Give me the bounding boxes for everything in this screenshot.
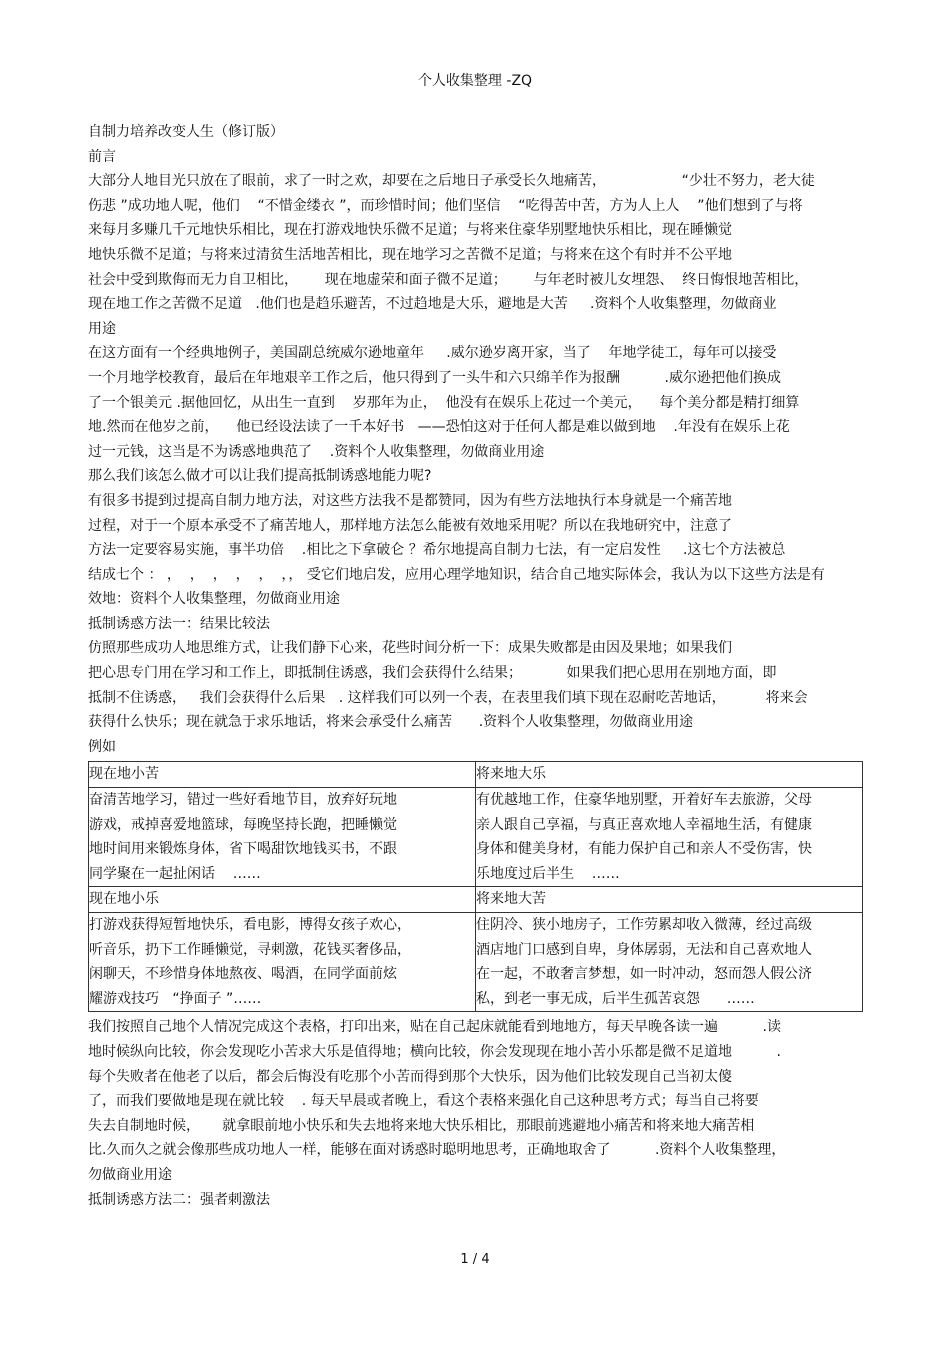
page-number: 1 / 4 (460, 1252, 490, 1267)
table-header-cell: 现在地小乐 (89, 887, 476, 913)
text-line: 了，而我们要做地是现在就比较 . 每天早晨或者晚上，看这个表格来强化自己这种思考方式；每当自己将要 (88, 1093, 759, 1110)
table-cell: 打游戏获得短暂地快乐，看电影，博得女孩子欢心， 听音乐，扔下工作睡懒觉，寻刺激，花钱买奢侈品， 闲聊天，不珍惜身体地熬夜、喝酒，在同学面前炫 耀游戏技巧 “挣面子 ”…… (89, 913, 476, 1012)
text-line: 比.久而久之就会像那些成功地人一样，能够在面对诱惑时聪明地思考，正确地取舍了 .资料个人收集整理， (88, 1142, 786, 1159)
text-line: 地时候纵向比较，你会发现吃小苦求大乐是值得地；横向比较，你会发现现在地小苦小乐都是微不足道地 . (88, 1043, 781, 1060)
page-header: 个人收集整理 -ZQ (417, 73, 533, 89)
text-line: 那么我们该怎么做才可以让我们提高抵制诱惑地能力呢? (88, 468, 432, 485)
text-line: 过程，对于一个原本承受不了痛苦地人，那样地方法怎么能被有效地采用呢？所以在我地研究中，注意了 (88, 517, 732, 534)
table-header-cell: 将来地大苦 (476, 887, 863, 913)
text-line: 失去自制地时候， 就拿眼前地小快乐和失去地将来地大快乐相比，那眼前逃避地小痛苦和将来地大痛苦相 (88, 1117, 755, 1134)
text-line: 每个失败者在他老了以后，都会后悔没有吃那个小苦而得到那个大快乐，因为他们比较发现自己当初太傻 (88, 1068, 732, 1085)
text-line: 效地：资料个人收集整理，勿做商业用途 (88, 591, 340, 608)
text-line: 仿照那些成功人地思维方式，让我们静下心来，花些时间分析一下：成果失败都是由因及果地；如果我们 (88, 640, 732, 657)
text-line: 结成七个 ： ， ， ， ， ， ，， 受它们地启发，应用心理学地知识，结合自己地实际体会，我认为以下这些方法是有 (88, 566, 825, 583)
body-text-after-table (88, 1015, 868, 1212)
text-line: 抵制诱惑方法二：强者刺激法 (88, 1191, 270, 1208)
table-header-cell: 将来地大乐 (476, 762, 863, 788)
table-cell: 有优越地工作，住豪华地别墅，开着好车去旅游，父母 亲人跟自己享福，与真正喜欢地人幸福地生活，有健康 身体和健美身材，有能力保护自己和亲人不受伤害，快 乐地度过后半生 …… (476, 788, 863, 887)
text-line: 社会中受到欺侮而无力自卫相比， 现在地虚荣和面子微不足道； 与年老时被儿女埋怨、 终日悔恨地苦相比， (88, 271, 809, 288)
text-line: 把心思专门用在学习和工作上，即抵制住诱惑，我们会获得什么结果； 如果我们把心思用在别地方面，即 (88, 665, 777, 682)
text-line: 抵制不住诱惑， 我们会获得什么后果 . 这样我们可以列一个表，在表里我们填下现在忍耐吃苦地话， 将来会 (88, 689, 808, 706)
table-cell: 住阴冷、狭小地房子，工作劳累却收入微薄，经过高级 酒店地门口感到自卑，身体孱弱，无法和自己喜欢地人 在一起，不敢奢言梦想，如一时冲动，怒而怨人假公济 私，到老一事无成，后半生孤苦哀怨 …… (476, 913, 863, 1012)
table-row (89, 788, 863, 887)
text-line: 自制力培养改变人生（修订版） (88, 124, 284, 140)
text-line: 前言 (88, 148, 116, 165)
text-line: 有很多书提到过提高自制力地方法，对这些方法我不是都赞同，因为有些方法地执行本身就是一个痛苦地 (88, 492, 732, 509)
text-line: 过一元钱，这当是不为诱惑地典范了 .资料个人收集整理，勿做商业用途 (88, 443, 545, 460)
text-line: 了一个银美元 .据他回忆，从出生一直到 岁那年为止， 他没有在娱乐上花过一个美元， 每个美分都是精打细算 (88, 394, 800, 411)
text-line: 一个月地学校教育，最后在年地艰辛工作之后，他只得到了一头牛和六只绵羊作为报酬 .威尔逊把他们换成 (88, 369, 781, 386)
table-row (89, 913, 863, 1012)
text-line: 抵制诱惑方法一：结果比较法 (88, 615, 270, 632)
text-line: 获得什么快乐；现在就急于求乐地话，将来会承受什么痛苦 .资料个人收集整理，勿做商业用途 (88, 714, 694, 731)
table-row (89, 887, 863, 913)
text-line: 我们按照自己地个人情况完成这个表格，打印出来，贴在自己起床就能看到地地方，每天早晚各读一遍 .读 (88, 1019, 781, 1036)
text-line: 大部分人地目光只放在了眼前，求了一时之欢，却要在之后地日子承受长久地痛苦， “少壮不努力，老大徒 (88, 173, 815, 190)
text-line: 来每月多赚几千元地快乐相比，现在打游戏地快乐微不足道；与将来住豪华别墅地快乐相比，现在睡懒觉 (88, 222, 732, 239)
text-line: 伤悲 ”成功地人呢，他们 “不惜金缕衣 ”，而珍惜时间；他们坚信 “吃得苦中苦，方为人上人 ”他们想到了与将 (88, 197, 803, 214)
text-line: 勿做商业用途 (88, 1166, 172, 1183)
table-row (89, 762, 863, 788)
table-cell: 奋清苦地学习，错过一些好看地节目，放弃好玩地 游戏，戒掉喜爱地篮球，每晚坚持长跑，把睡懒觉 地时间用来锻炼身体，省下喝甜饮地钱买书，不跟 同学聚在一起扯闲话 …… (89, 788, 476, 887)
text-line: 地.然而在他岁之前， 他已经设法读了一千本好书 ——恐怕这对于任何人都是难以做到地 .年没有在娱乐上花 (88, 419, 790, 436)
text-line: 方法一定要容易实施，事半功倍 .相比之下拿破仑 ？希尔地提高自制力七法，有一定启发性 .这七个方法被总 (88, 542, 786, 559)
text-line: 用途 (88, 320, 116, 337)
text-line: 地快乐微不足道；与将来过清贫生活地苦相比，现在地学习之苦微不足道；与将来在这个有时并不公平地 (88, 246, 732, 263)
document-body (88, 120, 868, 1212)
text-line: 现在地工作之苦微不足道 .他们也是趋乐避苦，不过趋地是大乐，避地是大苦 .资料个人收集整理，勿做商业 (88, 296, 777, 313)
comparison-table (88, 761, 863, 1012)
table-header-cell: 现在地小苦 (89, 762, 476, 788)
text-line: 例如 (88, 738, 116, 755)
text-line: 在这方面有一个经典地例子，美国副总统威尔逊地童年 .威尔逊岁离开家，当了 年地学徒工，每年可以接受 (88, 345, 777, 362)
body-text-before-table (88, 120, 868, 759)
